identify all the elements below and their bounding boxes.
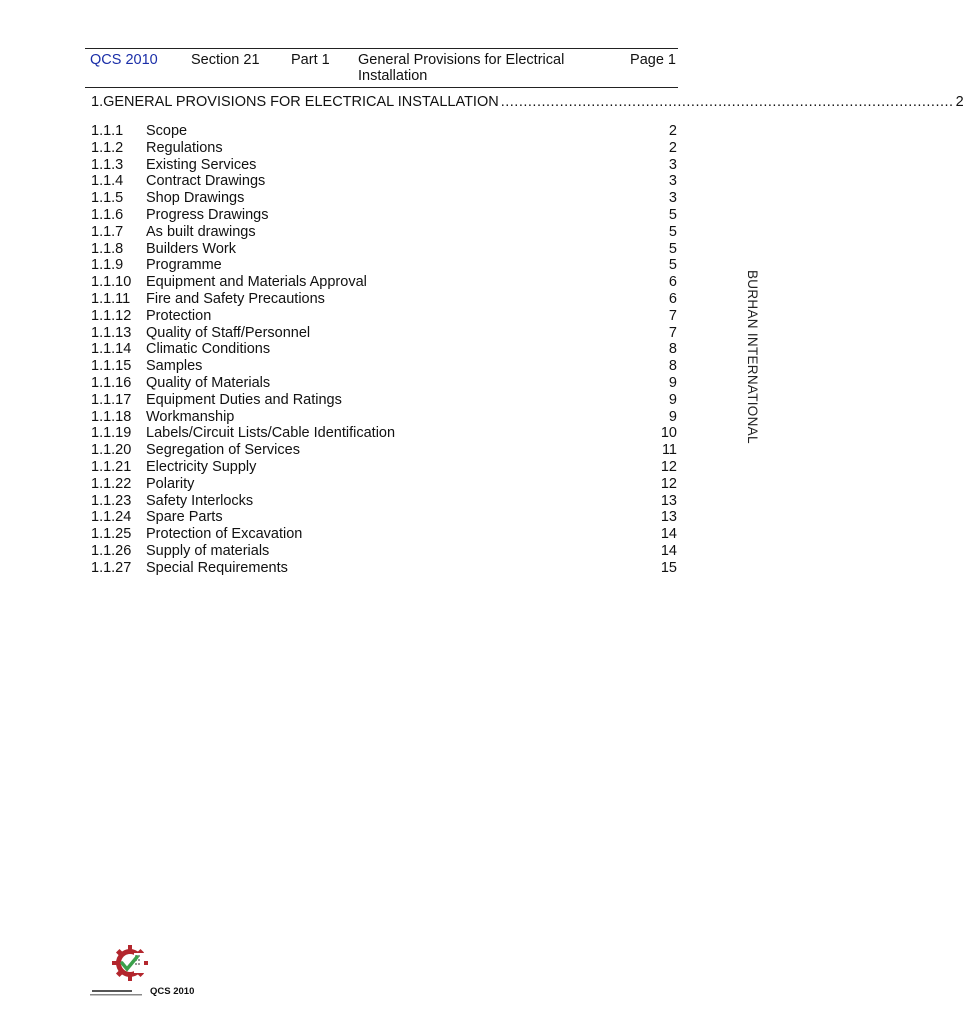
toc-row-title: Progress Drawings xyxy=(146,206,269,223)
toc-row-page: 9 xyxy=(668,374,677,391)
toc-row[interactable] xyxy=(85,493,677,510)
toc-row-number: 1.1.3 xyxy=(91,156,124,173)
toc-row-page: 13 xyxy=(660,509,677,526)
toc-row-page: 10 xyxy=(660,425,677,442)
toc-row-page: 14 xyxy=(660,526,677,543)
toc-row-title: Contract Drawings xyxy=(146,173,266,190)
toc-row-number: 1.1.13 xyxy=(91,324,132,341)
toc-row-page: 5 xyxy=(668,206,677,223)
toc-row-page: 9 xyxy=(668,391,677,408)
toc-row-title: Workmanship xyxy=(146,408,235,425)
toc-row-number: 1.1.24 xyxy=(91,509,132,526)
toc-row-page: 15 xyxy=(660,559,677,576)
toc-row[interactable] xyxy=(85,241,677,258)
toc-row-number: 1.1.5 xyxy=(91,190,124,207)
toc-row-page: 13 xyxy=(660,492,677,509)
toc-row-number: 1.1.26 xyxy=(91,542,132,559)
toc-row[interactable] xyxy=(85,409,677,426)
toc-row-page: 7 xyxy=(668,307,677,324)
toc-row-title: Programme xyxy=(146,257,222,274)
toc-row-title: Special Requirements xyxy=(146,559,288,576)
toc-row-number: 1.1.20 xyxy=(91,442,132,459)
toc-row[interactable] xyxy=(85,476,677,493)
toc-row[interactable] xyxy=(85,392,677,409)
toc-row[interactable] xyxy=(85,509,677,526)
page-header xyxy=(85,48,678,88)
toc-row-title: Segregation of Services xyxy=(146,442,300,459)
toc-row-title: Spare Parts xyxy=(146,509,223,526)
toc-row[interactable] xyxy=(85,173,677,190)
toc-row-title: As built drawings xyxy=(146,223,256,240)
toc-row-number: 1.1.25 xyxy=(91,526,132,543)
toc-row-number: 1.1.1 xyxy=(91,123,124,139)
footer-logo xyxy=(88,943,208,1003)
toc-main-leader-dots: .................................................................................................... xyxy=(500,94,954,110)
toc-row-title: Existing Services xyxy=(146,156,257,173)
header-title: General Provisions for Electrical Installation xyxy=(358,52,565,84)
toc-row[interactable] xyxy=(85,257,677,274)
toc-row[interactable] xyxy=(85,207,677,224)
toc-row-title: Supply of materials xyxy=(146,542,270,559)
toc-row-page: 5 xyxy=(668,240,677,257)
toc-main-title: GENERAL PROVISIONS FOR ELECTRICAL INSTALLATION xyxy=(103,94,499,110)
toc-row-number: 1.1.21 xyxy=(91,458,132,475)
toc-row-title: Quality of Staff/Personnel xyxy=(146,324,311,341)
toc-row-page: 6 xyxy=(668,290,677,307)
toc-row-number: 1.1.4 xyxy=(91,173,124,190)
toc-row-page: 5 xyxy=(668,223,677,240)
toc-row-number: 1.1.14 xyxy=(91,341,132,358)
toc-row-page: 8 xyxy=(668,341,677,358)
toc-row[interactable] xyxy=(85,526,677,543)
toc-row[interactable] xyxy=(85,140,677,157)
toc-main-entry[interactable] xyxy=(85,93,964,111)
toc-row-page: 3 xyxy=(668,156,677,173)
toc-row-title: Equipment and Materials Approval xyxy=(146,274,367,291)
toc-row-number: 1.1.23 xyxy=(91,492,132,509)
toc-row-title: Regulations xyxy=(146,139,223,156)
toc-row-page: 5 xyxy=(668,257,677,274)
toc-row-number: 1.1.22 xyxy=(91,475,132,492)
toc-row-number: 1.1.6 xyxy=(91,206,124,223)
toc-row-number: 1.1.7 xyxy=(91,223,124,240)
toc-row-title: Samples xyxy=(146,358,203,375)
toc-row-page: 7 xyxy=(668,324,677,341)
toc-row-title: Climatic Conditions xyxy=(146,341,271,358)
header-part: Part 1 xyxy=(291,52,330,68)
toc-row[interactable] xyxy=(85,308,677,325)
toc-row-number: 1.1.16 xyxy=(91,374,132,391)
toc-row-title: Polarity xyxy=(146,475,195,492)
toc-row-number: 1.1.27 xyxy=(91,559,132,576)
toc-row-title: Fire and Safety Precautions xyxy=(146,290,325,307)
toc-row-number: 1.1.12 xyxy=(91,307,132,324)
toc-row-number: 1.1.11 xyxy=(91,290,131,307)
qcs-gear-logo-icon xyxy=(110,943,150,987)
toc-row[interactable] xyxy=(85,459,677,476)
toc-row-page: 11 xyxy=(661,442,677,459)
toc-row-page: 2 xyxy=(668,139,677,156)
toc-row-number: 1.1.2 xyxy=(91,139,124,156)
toc-row-page: 2 xyxy=(668,123,677,139)
toc-row[interactable] xyxy=(85,325,677,342)
toc-row[interactable] xyxy=(85,358,677,375)
toc-row-number: 1.1.17 xyxy=(91,391,132,408)
toc-row-title: Equipment Duties and Ratings xyxy=(146,391,342,408)
header-section: Section 21 xyxy=(191,52,260,68)
toc-row-title: Safety Interlocks xyxy=(146,492,254,509)
toc-row-number: 1.1.8 xyxy=(91,240,124,257)
toc-row-page: 14 xyxy=(660,542,677,559)
toc-row-page: 6 xyxy=(668,274,677,291)
logo-label: QCS 2010 xyxy=(150,986,195,997)
toc-row-page: 9 xyxy=(668,408,677,425)
toc-row-page: 12 xyxy=(660,475,677,492)
toc-row[interactable] xyxy=(85,274,677,291)
toc-row[interactable] xyxy=(85,190,677,207)
toc-row-title: Builders Work xyxy=(146,240,236,257)
side-watermark: BURHAN INTERNATIONAL xyxy=(745,270,760,444)
toc-row-page: 3 xyxy=(668,190,677,207)
toc-row-title: Quality of Materials xyxy=(146,374,271,391)
toc-row-number: 1.1.19 xyxy=(91,425,132,442)
toc-row[interactable] xyxy=(85,442,677,459)
toc-main-number: 1. xyxy=(91,94,104,110)
toc-row-title: Electricity Supply xyxy=(146,458,257,475)
toc-row-number: 1.1.15 xyxy=(91,358,132,375)
header-qcs: QCS 2010 xyxy=(90,52,158,68)
toc-row-title: Protection xyxy=(146,307,212,324)
toc-row-title: Protection of Excavation xyxy=(146,526,303,543)
toc-main-page: 2 xyxy=(955,94,964,110)
toc-row[interactable] xyxy=(85,341,677,358)
toc-row-number: 1.1.18 xyxy=(91,408,132,425)
header-page-number: Page 1 xyxy=(630,52,676,68)
logo-arabic-text xyxy=(88,987,148,997)
toc-row[interactable] xyxy=(85,291,677,308)
toc-row-page: 8 xyxy=(668,358,677,375)
toc-row[interactable] xyxy=(85,375,677,392)
toc-row-title: Scope xyxy=(146,123,188,139)
toc-row-number: 1.1.9 xyxy=(91,257,124,274)
toc-row-title: Shop Drawings xyxy=(146,190,245,207)
toc-row-title: Labels/Circuit Lists/Cable Identification xyxy=(146,425,396,442)
toc-row[interactable] xyxy=(85,543,677,560)
toc-row-number: 1.1.10 xyxy=(91,274,132,291)
toc-list xyxy=(85,123,677,577)
toc-row-page: 12 xyxy=(660,458,677,475)
toc-row[interactable] xyxy=(85,425,677,442)
toc-row[interactable] xyxy=(85,560,677,577)
toc-row[interactable] xyxy=(85,224,677,241)
toc-row[interactable] xyxy=(85,123,677,140)
toc-row[interactable] xyxy=(85,157,677,174)
toc-row-page: 3 xyxy=(668,173,677,190)
